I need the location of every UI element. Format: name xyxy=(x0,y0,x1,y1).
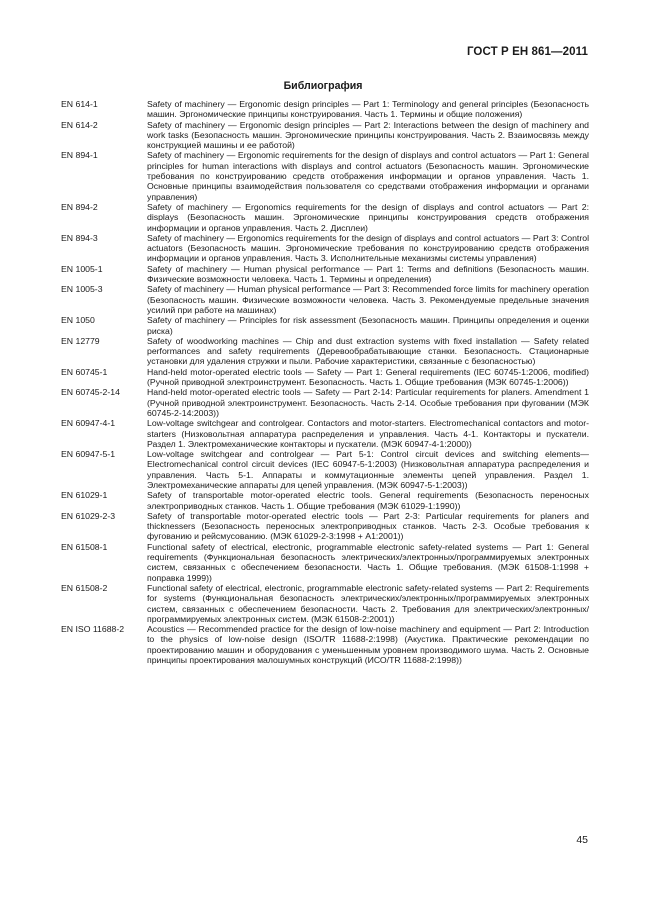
standard-description: Safety of machinery — Human physical performance — Part 3: Recommended force limits for machinery operation (Безопасность машин. Физические возможности человека. Часть 3. Рекомендуемые предельные значения усилий при работе на машинах) xyxy=(147,284,589,315)
document-header: ГОСТ Р ЕН 861—2011 xyxy=(466,46,588,58)
standard-description: Safety of machinery — Principles for risk assessment (Безопасность машин. Принципы определения и оценки риска) xyxy=(147,315,589,336)
standard-description: Hand-held motor-operated electric tools — Safety — Part 2-14: Particular requirements for planers. Amendment 1 (Ручной приводной электроинструмент. Безопасность. Часть 2-14. Особые требования при фуговании (МЭК 60745-2-14:2003)) xyxy=(147,387,589,418)
standard-code: EN 1005-3 xyxy=(61,284,103,295)
bibliography-entry xyxy=(61,99,589,120)
bibliography-title: Библиография xyxy=(283,80,363,92)
standard-code: EN 894-3 xyxy=(61,232,98,243)
bibliography-entry xyxy=(61,336,589,367)
standard-description: Safety of machinery — Ergonomics requirements for the design of displays and control actuators — Part 2: displays (Безопасность машин. Эргономические принципы конструирования средств отображения информации и органов управления. Часть 2. Дисплеи) xyxy=(147,201,589,233)
bibliography-entry xyxy=(61,264,589,285)
standard-description: Safety of machinery — Human physical performance — Part 1: Terms and definitions (Безопасность машин. Физические возможности человека. Часть 1. Термины и определения) xyxy=(147,263,589,285)
standard-description: Safety of transportable motor-operated electric tools. General requirements (Безопасность переносных электроприводных станков. Часть 1. Общие требования (МЭК 61029-1:1990)) xyxy=(147,490,589,511)
standard-description: Functional safety of electrical, electronic, programmable electronic safety-related systems — Part 1: General requirements (Функциональная безопасность электрических/электронных/программируемых электронных систем, связанных с обеспечением безопасности. Часть 1. Общие требования. (МЭК 61508-1:1998 + поправка 1999)) xyxy=(147,541,589,583)
standard-code: EN 1005-1 xyxy=(61,263,103,274)
standard-code: EN 61029-1 xyxy=(61,490,108,501)
standard-description: Acoustics — Recommended practice for the design of low-noise machinery and equipment — Part 2: Introduction to the physics of low-noise design (ISO/TR 11688-2:1998) (Акустика. Практические рекомендации по проектированию машин и оборудования с уменьшенным уровнем производимого шума. Часть 2. Основные принципы проектирования малошумных конструкций (ИСО/TR 11688-2:1998)) xyxy=(147,624,589,666)
standard-description: Safety of machinery — Ergonomic design principles — Part 2: Interactions between the design of machinery and work tasks (Безопасность машин. Эргономические принципы конструирования. Часть 2. Взаимосвязь между конструкцией машины и ее работой) xyxy=(147,119,589,151)
standard-code: EN 894-2 xyxy=(61,201,98,212)
bibliography-entry xyxy=(61,367,589,388)
bibliography-entry xyxy=(61,315,589,336)
standard-code: EN 60947-5-1 xyxy=(61,449,116,460)
standard-description: Safety of machinery — Ergonomic design principles — Part 1: Terminology and general principles (Безопасность машин. Эргономические принципы конструирования. Часть 1. Термины и общие положения) xyxy=(147,99,589,120)
bibliography-entry xyxy=(61,449,589,490)
standard-code: EN 614-2 xyxy=(61,119,98,130)
bibliography-entry xyxy=(61,490,589,511)
bibliography-entry xyxy=(61,284,589,315)
standard-description: Low-voltage switchgear and controlgear — Part 5-1: Control circuit devices and switching elements— Electromechanical control circuit devices (IEC 60947-5-1:2003) (Низковольтная аппаратура распределения и управления. Часть 5-1. Аппараты и коммутационные элементы цепей управления. Раздел 1. Электромеханические аппараты для цепей управления. (МЭК 60947-5-1:2003)) xyxy=(147,449,589,490)
bibliography-entry xyxy=(61,120,589,151)
standard-description: Safety of transportable motor-operated electric tools — Part 2-3: Particular requirements for planers and thicknessers (Безопасность переносных электроприводных станков. Часть 2-3. Особые требования к фугованию и рейсмусованию. (МЭК 61029-2-3:1998 + А1:2001)) xyxy=(147,510,589,542)
bibliography-entry xyxy=(61,418,589,449)
standard-code: EN 60947-4-1 xyxy=(61,418,116,429)
standard-code: EN 60745-1 xyxy=(61,366,108,377)
bibliography-entry xyxy=(61,583,589,624)
bibliography-entry xyxy=(61,511,589,542)
standard-description: Hand-held motor-operated electric tools — Safety — Part 1: General requirements (IEC 60745-1:2006, modified) (Ручной приводной электроинструмент. Безопасность. Часть 1. Общие требования (МЭК 60745-1:2006)) xyxy=(147,366,589,388)
standard-code: EN ISO 11688-2 xyxy=(61,624,125,635)
standard-description: Low-voltage switchgear and controlgear. Contactors and motor-starters. Electromechanical contactors and motor-starters (Низковольтная аппаратура распределения и управления. Часть 4-1. Контакторы и пускатели. Раздел 1. Электромеханические контакторы и пускатели. (МЭК 60947-4-1:2000)) xyxy=(147,418,589,449)
bibliography-entry xyxy=(61,387,589,418)
bibliography-entry xyxy=(61,202,589,233)
bibliography-list xyxy=(61,99,589,665)
standard-description: Safety of machinery — Ergonomic requirements for the design of displays and control actuators — Part 1: General principles for human interactions with displays and control actuators (Безопасность машин. Эргономические требования по конструированию средств отображения информации и органов управления. Часть 1. Основные принципы взаимодействия пользователя со средствами отображения информации и органами управления) xyxy=(147,150,589,202)
bibliography-entry xyxy=(61,233,589,264)
standard-code: EN 12779 xyxy=(61,335,100,346)
standard-code: EN 894-1 xyxy=(61,150,98,161)
standard-code: EN 61508-1 xyxy=(61,541,108,552)
standard-code: EN 1050 xyxy=(61,315,95,326)
bibliography-entry xyxy=(61,542,589,583)
standard-description: Functional safety of electrical, electronic, programmable electronic safety-related systems — Part 2: Requirements for systems (Функциональная безопасность электрических/электронных/программируемых электронных систем, связанных с обеспечением безопасности. Часть 2. Требования для электрических/электронных/программируемых электронных систем. (МЭК 61508-2:2001)) xyxy=(147,582,589,624)
standard-description: Safety of woodworking machines — Chip and dust extraction systems with fixed installation — Safety related performances and safety requirements (Деревообрабатывающие станки. Безопасность. Стационарные установки для удаления стружки и пыли. Рабочие характеристики, связанные с безопасностью) xyxy=(147,335,589,367)
standard-description: Safety of machinery — Ergonomics requirements for the design of displays and control actuators — Part 3: Control actuators (Безопасность машин. Эргономические требования по конструированию средств отображения информации и органов управления. Часть 3. Исполнительные механизмы системы управления) xyxy=(147,232,589,264)
page-number: 45 xyxy=(576,834,588,846)
bibliography-entry xyxy=(61,624,589,665)
bibliography-entry xyxy=(61,150,589,201)
standard-code: EN 61029-2-3 xyxy=(61,510,116,521)
standard-code: EN 60745-2-14 xyxy=(61,387,120,398)
standard-code: EN 614-1 xyxy=(61,99,98,109)
standard-code: EN 61508-2 xyxy=(61,582,108,593)
